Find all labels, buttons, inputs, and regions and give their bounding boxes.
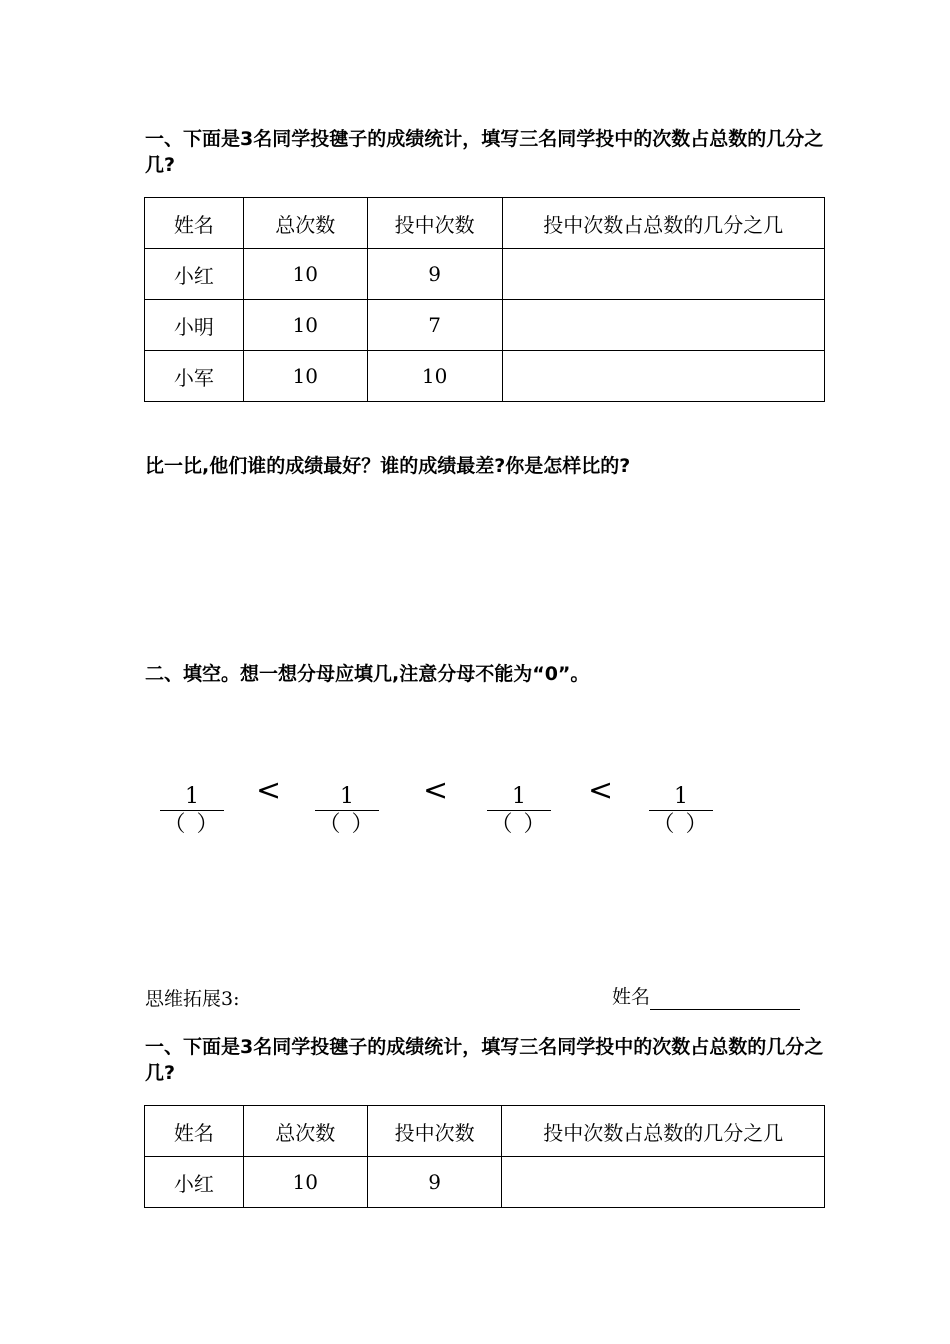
- cell-total: 10: [243, 351, 367, 402]
- less-than-sign: <: [256, 773, 282, 808]
- header-name: 姓名: [145, 198, 244, 249]
- cell-fraction-answer[interactable]: [502, 300, 825, 351]
- cell-hits: 10: [367, 351, 502, 402]
- table-row: [145, 300, 825, 351]
- fraction-denominator-blank[interactable]: （ ）: [163, 812, 221, 837]
- fraction-numerator: 1: [487, 784, 551, 811]
- score-table-1: [144, 197, 825, 402]
- fraction-numerator: 1: [649, 784, 713, 811]
- fraction-numerator: 1: [160, 784, 224, 811]
- section-3-title: 思维拓展3:: [145, 988, 240, 1010]
- cell-hits: 9: [367, 249, 502, 300]
- cell-name: 小红: [145, 249, 244, 300]
- question-1-text: 一、下面是3名同学投毽子的成绩统计，填写三名同学投中的次数占总数的几分之几?: [145, 128, 824, 176]
- header-hits: 投中次数: [367, 198, 502, 249]
- table-row: [145, 1157, 825, 1208]
- cell-total: 10: [243, 300, 367, 351]
- less-than-sign: <: [588, 773, 614, 808]
- table-row: [145, 351, 825, 402]
- header-fraction: 投中次数占总数的几分之几: [502, 198, 825, 249]
- name-label: 姓名: [612, 986, 651, 1008]
- cell-hits: 7: [367, 300, 502, 351]
- fraction-numerator: 1: [315, 784, 379, 811]
- header-name: 姓名: [145, 1106, 244, 1157]
- fraction-4: [649, 784, 713, 839]
- fraction-denominator-blank[interactable]: （ ）: [318, 812, 376, 837]
- compare-question-text: 比一比,他们谁的成绩最好？谁的成绩最差?你是怎样比的?: [145, 455, 631, 477]
- cell-total: 10: [243, 1157, 367, 1208]
- cell-name: 小红: [145, 1157, 244, 1208]
- fraction-denominator-blank[interactable]: （ ）: [490, 812, 548, 837]
- fraction-denominator-blank[interactable]: （ ）: [652, 812, 710, 837]
- less-than-sign: <: [423, 773, 449, 808]
- cell-fraction-answer[interactable]: [502, 1157, 825, 1208]
- cell-fraction-answer[interactable]: [502, 351, 825, 402]
- table-row: [145, 249, 825, 300]
- fraction-1: [160, 784, 224, 839]
- score-table-2: [144, 1105, 825, 1208]
- cell-fraction-answer[interactable]: [502, 249, 825, 300]
- fraction-2: [315, 784, 379, 839]
- table-header-row: [145, 198, 825, 249]
- name-blank-line[interactable]: [650, 987, 800, 1010]
- question-3-text: 一、下面是3名同学投毽子的成绩统计，填写三名同学投中的次数占总数的几分之几?: [145, 1036, 824, 1084]
- table-header-row: [145, 1106, 825, 1157]
- fraction-3: [487, 784, 551, 839]
- question-2-text: 二、填空。想一想分母应填几,注意分母不能为“0”。: [145, 663, 590, 685]
- header-total: 总次数: [243, 198, 367, 249]
- cell-total: 10: [243, 249, 367, 300]
- cell-hits: 9: [367, 1157, 502, 1208]
- header-hits: 投中次数: [367, 1106, 502, 1157]
- name-field: [612, 984, 800, 1010]
- header-fraction: 投中次数占总数的几分之几: [502, 1106, 825, 1157]
- cell-name: 小明: [145, 300, 244, 351]
- header-total: 总次数: [243, 1106, 367, 1157]
- cell-name: 小军: [145, 351, 244, 402]
